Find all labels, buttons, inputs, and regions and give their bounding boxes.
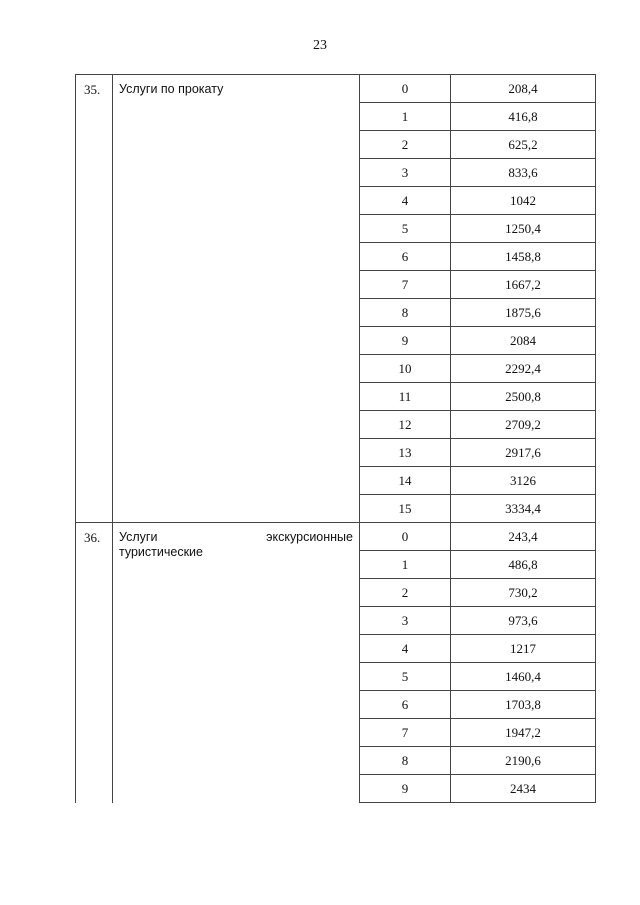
- level-cell: 7: [360, 719, 451, 747]
- level-cell: 1: [360, 103, 451, 131]
- value-cell: 2190,6: [451, 747, 596, 775]
- value-cell: 243,4: [451, 523, 596, 551]
- level-cell: 13: [360, 439, 451, 467]
- value-cell: 1667,2: [451, 271, 596, 299]
- section-name-line1-left: Услуги: [119, 530, 158, 544]
- level-cell: 1: [360, 551, 451, 579]
- value-cell: 486,8: [451, 551, 596, 579]
- section-name-line2: туристические: [119, 545, 203, 559]
- level-cell: 2: [360, 131, 451, 159]
- level-cell: 0: [360, 75, 451, 103]
- value-cell: 1703,8: [451, 691, 596, 719]
- table-body: [76, 75, 596, 803]
- level-cell: 0: [360, 523, 451, 551]
- value-cell: 973,6: [451, 607, 596, 635]
- section-name: Услуги по прокату: [113, 75, 360, 523]
- value-cell: 1217: [451, 635, 596, 663]
- table-row: [76, 523, 596, 551]
- value-cell: 1458,8: [451, 243, 596, 271]
- value-cell: 2500,8: [451, 383, 596, 411]
- value-cell: 833,6: [451, 159, 596, 187]
- section-name: [113, 523, 360, 803]
- level-cell: 3: [360, 607, 451, 635]
- value-cell: 2917,6: [451, 439, 596, 467]
- section-number: 35.: [76, 75, 113, 523]
- value-cell: 1042: [451, 187, 596, 215]
- level-cell: 9: [360, 775, 451, 803]
- level-cell: 12: [360, 411, 451, 439]
- section-name-text: [119, 530, 353, 560]
- level-cell: 4: [360, 187, 451, 215]
- level-cell: 10: [360, 355, 451, 383]
- level-cell: 3: [360, 159, 451, 187]
- value-cell: 1250,4: [451, 215, 596, 243]
- value-cell: 2434: [451, 775, 596, 803]
- value-cell: 3126: [451, 467, 596, 495]
- value-cell: 416,8: [451, 103, 596, 131]
- value-cell: 1875,6: [451, 299, 596, 327]
- level-cell: 6: [360, 243, 451, 271]
- value-cell: 625,2: [451, 131, 596, 159]
- value-cell: 1460,4: [451, 663, 596, 691]
- value-cell: 208,4: [451, 75, 596, 103]
- level-cell: 5: [360, 215, 451, 243]
- level-cell: 11: [360, 383, 451, 411]
- section-name-line1: [119, 530, 353, 545]
- level-cell: 2: [360, 579, 451, 607]
- section-number: 36.: [76, 523, 113, 803]
- level-cell: 15: [360, 495, 451, 523]
- value-cell: 730,2: [451, 579, 596, 607]
- value-cell: 3334,4: [451, 495, 596, 523]
- level-cell: 9: [360, 327, 451, 355]
- level-cell: 14: [360, 467, 451, 495]
- value-cell: 2292,4: [451, 355, 596, 383]
- section-name-line1-right: экскурсионные: [266, 530, 353, 544]
- level-cell: 4: [360, 635, 451, 663]
- level-cell: 6: [360, 691, 451, 719]
- page-number: 23: [313, 38, 327, 53]
- value-cell: 2084: [451, 327, 596, 355]
- level-cell: 5: [360, 663, 451, 691]
- value-cell: 2709,2: [451, 411, 596, 439]
- value-cell: 1947,2: [451, 719, 596, 747]
- table-row: [76, 75, 596, 103]
- level-cell: 8: [360, 747, 451, 775]
- tariff-table: [75, 74, 596, 803]
- level-cell: 8: [360, 299, 451, 327]
- level-cell: 7: [360, 271, 451, 299]
